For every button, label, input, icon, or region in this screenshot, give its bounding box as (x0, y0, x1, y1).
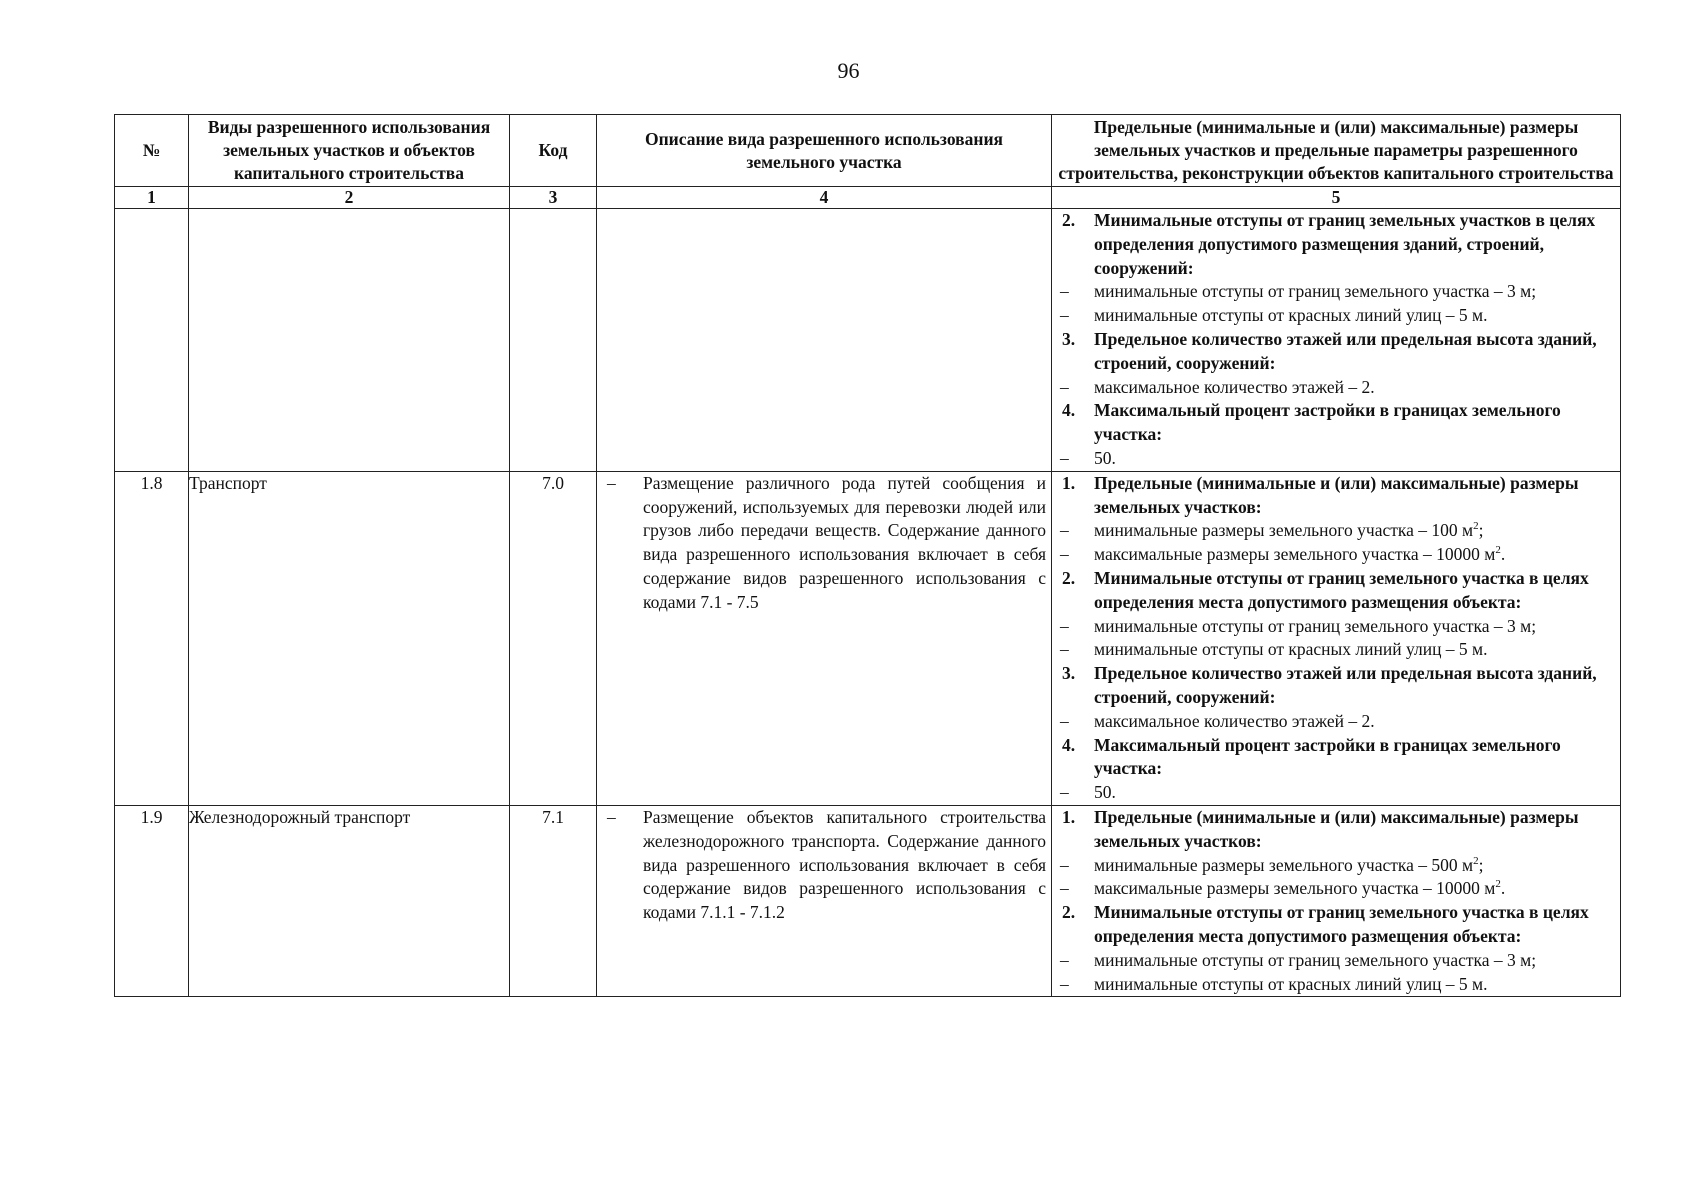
param-text: Максимальный процент застройки в границах земельного участка: (1094, 734, 1561, 779)
column-number: 1 (115, 187, 189, 209)
superscript: 2 (1495, 544, 1501, 557)
param-item (1052, 877, 1620, 901)
param-text: минимальные отступы от границ земельного участка – 3 м; (1094, 281, 1537, 302)
param-item (1052, 973, 1620, 997)
header-code: Код (510, 115, 597, 187)
param-item (1052, 615, 1620, 639)
param-item (1052, 543, 1620, 567)
param-text: Предельное количество этажей или предельная высота зданий, строений, сооружений: (1094, 663, 1597, 707)
param-marker: – (1060, 615, 1069, 636)
use-type-description (597, 805, 1052, 996)
description-dash: – (607, 472, 616, 493)
header-params: Предельные (минимальные и (или) максимальные) размеры земельных участков и предельные параметры разрешенного строительства, реконструкции объектов капитального строительства (1052, 115, 1621, 187)
params-cell (1052, 471, 1621, 805)
description-dash: – (607, 806, 616, 827)
param-marker: – (1060, 639, 1069, 660)
superscript: 2 (1473, 520, 1479, 533)
param-text: минимальные отступы от границ земельного участка – 3 м; (1094, 615, 1537, 636)
param-text: максимальные размеры земельного участка – 10000 $м^2$. (1094, 544, 1506, 565)
param-text: Предельное количество этажей или предельная высота зданий, строений, сооружений: (1094, 328, 1597, 373)
column-number: 3 (510, 187, 597, 209)
param-marker: 4. (1062, 734, 1076, 755)
page-number: 96 (837, 58, 860, 83)
param-marker: 3. (1062, 328, 1076, 349)
param-heading (1052, 328, 1620, 376)
column-number: 5 (1052, 187, 1621, 209)
description-text: Размещение объектов капитального строительства железнодорожного транспорта. Содержание данного вида разрешенного использования включает в себя содержание видов разрешенного использования с кодами 7.1.1 - 7.1.2 (643, 806, 1046, 923)
header-name: Виды разрешенного использования земельных участков и объектов капитального строительства (189, 115, 510, 187)
param-heading (1052, 567, 1620, 615)
param-item (1052, 710, 1620, 734)
param-text: Предельные (минимальные и (или) максимальные) размеры земельных участков: (1094, 806, 1579, 851)
description-text: Размещение различного рода путей сообщения и сооружений, используемых для перевозки людей или грузов либо передачи веществ. Содержание данного вида разрешенного использования включает в себя содержание видов разрешенного использования с кодами 7.1 - 7.5 (643, 472, 1046, 612)
param-marker: – (1060, 949, 1069, 970)
param-text: 50. (1094, 782, 1116, 803)
use-type-code: 7.1 (510, 805, 597, 996)
params-cell (1052, 209, 1621, 472)
param-marker: – (1060, 520, 1069, 541)
param-heading (1052, 399, 1620, 447)
regulations-table (114, 114, 1621, 997)
param-heading (1052, 209, 1620, 280)
param-heading (1052, 901, 1620, 949)
param-marker: 4. (1062, 400, 1076, 421)
column-number: 2 (189, 187, 510, 209)
row-number: 1.9 (115, 805, 189, 996)
table-row (115, 209, 1621, 472)
param-marker: – (1060, 376, 1069, 397)
param-marker: – (1060, 281, 1069, 302)
row-number (115, 209, 189, 472)
param-text: Предельные (минимальные и (или) максимальные) размеры земельных участков: (1094, 472, 1579, 517)
param-marker: – (1060, 710, 1069, 731)
param-marker: 2. (1062, 210, 1076, 230)
param-marker: 2. (1062, 902, 1076, 923)
column-number: 4 (597, 187, 1052, 209)
row-number: 1.8 (115, 471, 189, 805)
use-type-description (597, 471, 1052, 805)
param-text: Минимальные отступы от границ земельных участков в целях определения допустимого размещения зданий, строений, сооружений: (1094, 210, 1596, 278)
param-heading (1052, 734, 1620, 782)
param-item (1052, 280, 1620, 304)
param-marker: – (1060, 854, 1069, 875)
use-type-code: 7.0 (510, 471, 597, 805)
param-item (1052, 376, 1620, 400)
param-heading (1052, 806, 1620, 854)
param-marker: 3. (1062, 663, 1076, 684)
use-type-description (597, 209, 1052, 472)
param-text: минимальные отступы от границ земельного участка – 3 м; (1094, 949, 1537, 970)
param-text: максимальное количество этажей – 2. (1094, 710, 1375, 731)
param-item (1052, 519, 1620, 543)
param-text: максимальные размеры земельного участка – 10000 $м^2$. (1094, 878, 1506, 899)
param-item (1052, 781, 1620, 805)
param-text: Минимальные отступы от границ земельного участка в целях определения места допустимого размещения объекта: (1094, 902, 1589, 946)
param-marker: – (1060, 878, 1069, 899)
param-text: минимальные размеры земельного участка – 500 $м^2$; (1094, 854, 1484, 875)
param-item (1052, 949, 1620, 973)
param-marker: – (1060, 305, 1069, 326)
column-number-row (115, 187, 1621, 209)
param-item (1052, 854, 1620, 878)
param-marker: 1. (1062, 472, 1076, 493)
param-item (1052, 304, 1620, 328)
use-type-name: Железнодорожный транспорт (189, 805, 510, 996)
param-item (1052, 638, 1620, 662)
param-text: 50. (1094, 447, 1116, 468)
use-type-code (510, 209, 597, 472)
use-type-name: Транспорт (189, 471, 510, 805)
superscript: 2 (1495, 878, 1501, 891)
params-cell (1052, 805, 1621, 996)
use-type-name (189, 209, 510, 472)
param-marker: – (1060, 973, 1069, 994)
param-marker: – (1060, 544, 1069, 565)
param-marker: 2. (1062, 567, 1076, 588)
param-text: максимальное количество этажей – 2. (1094, 376, 1375, 397)
param-text: минимальные размеры земельного участка – 100 $м^2$; (1094, 520, 1484, 541)
param-marker: 1. (1062, 806, 1076, 827)
param-marker: – (1060, 782, 1069, 803)
table-row (115, 805, 1621, 996)
table-row (115, 471, 1621, 805)
param-heading (1052, 662, 1620, 710)
param-text: Минимальные отступы от границ земельного участка в целях определения места допустимого размещения объекта: (1094, 567, 1589, 612)
param-item (1052, 447, 1620, 471)
param-text: минимальные отступы от красных линий улиц – 5 м. (1094, 305, 1488, 326)
param-heading (1052, 472, 1620, 520)
header-desc: Описание вида разрешенного использования земельного участка (597, 115, 1052, 187)
header-num: № (115, 115, 189, 187)
param-text: минимальные отступы от красных линий улиц – 5 м. (1094, 973, 1488, 994)
param-marker: – (1060, 447, 1069, 468)
superscript: 2 (1473, 854, 1479, 867)
param-text: минимальные отступы от красных линий улиц – 5 м. (1094, 639, 1488, 660)
header-row (115, 115, 1621, 187)
param-text: Максимальный процент застройки в границах земельного участка: (1094, 400, 1561, 445)
